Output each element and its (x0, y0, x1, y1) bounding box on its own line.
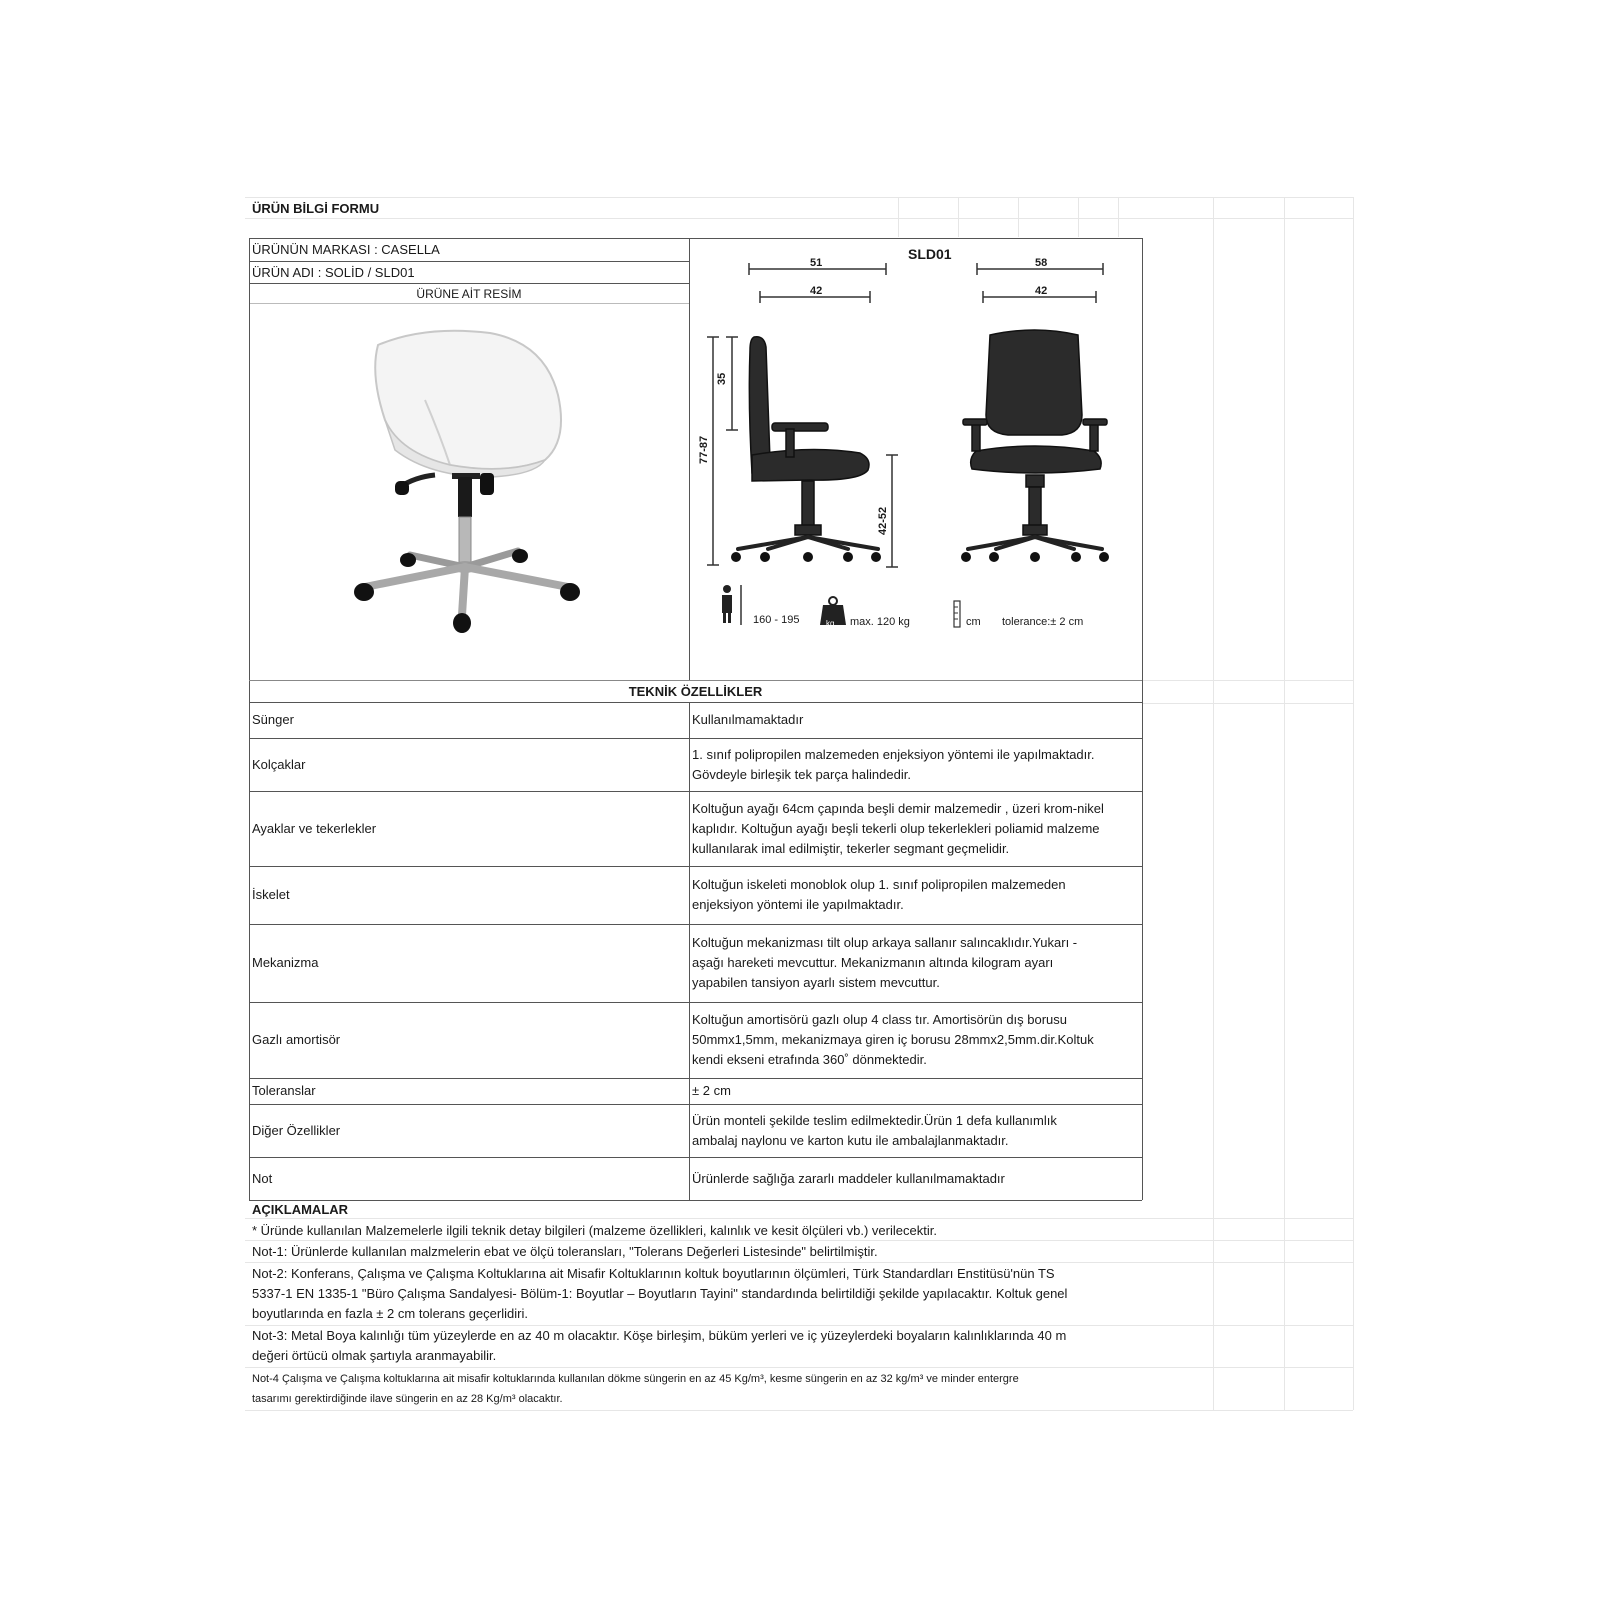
max-load: max. 120 kg (850, 616, 910, 628)
spec-value-line: Ürünlerde sağlığa zararlı maddeler kullanılmamaktadır (692, 1170, 1005, 1186)
dim-side-width-top: 51 (810, 257, 823, 269)
grid-line (1143, 680, 1353, 681)
spec-value-line: Gövdeyle birleşik tek parça halindedir. (692, 766, 911, 782)
spec-label: Diğer Özellikler (252, 1122, 341, 1138)
user-height-range: 160 - 195 (753, 614, 800, 626)
spec-value-line: aşağı hareketi mevcuttur. Mekanizmanın altında kilogram ayarı (692, 955, 1054, 970)
grid-line (1118, 197, 1119, 237)
table-border (249, 261, 689, 262)
table-border (249, 924, 1142, 925)
image-label: ÜRÜNE AİT RESİM (416, 287, 522, 301)
table-border (249, 738, 1142, 739)
grid-line (1213, 197, 1214, 1410)
note-line: Not-1: Ürünlerde kullanılan malzmelerin ebat ve ölçü toleransları, "Tolerans Değerleri Listesinde" belirtilmiştir. (252, 1244, 878, 1259)
dim-front-width-top: 58 (1035, 257, 1048, 269)
table-border (249, 238, 1142, 239)
spec-value-line: Koltuğun iskeleti monoblok olup 1. sınıf polipropilen malzemeden (692, 877, 1066, 892)
spec-label: Sünger (252, 712, 294, 727)
grid-line (245, 1367, 1353, 1368)
table-border (249, 702, 1142, 703)
note-line: tasarımı gerektirdiğinde ilave süngerin en az 28 Kg/m³ olacaktır. (252, 1393, 563, 1405)
table-border (249, 866, 1142, 867)
spec-value-line: kaplıdır. Koltuğun ayağı beşli tekerli olup tekerlekleri poliamid malzeme (692, 820, 1100, 836)
note-line: Not-2: Konferans, Çalışma ve Çalışma Koltuklarına ait Misafir Koltuklarının koltuk boyutlarının ölçümleri, Türk Standardları Enstitüsü'nün TS (252, 1266, 1055, 1281)
unit-label: cm (966, 616, 981, 628)
table-border (249, 1104, 1142, 1105)
kg-badge: kg (826, 619, 835, 628)
spec-value-line: enjeksiyon yöntemi ile yapılmaktadır. (692, 897, 904, 912)
spec-label: Toleranslar (252, 1083, 316, 1098)
spec-label: Mekanizma (252, 955, 319, 970)
spec-label: Kolçaklar (252, 756, 306, 772)
notes-title: AÇIKLAMALAR (252, 1202, 349, 1217)
table-border (689, 702, 690, 1200)
grid-line (245, 1410, 1353, 1411)
note-line: 5337-1 EN 1335-1 "Büro Çalışma Sandalyesi- Bölüm-1: Boyutlar – Boyutların Tayini" standardında belirtildiği şekilde yapılacaktır. Koltuk genel (252, 1286, 1068, 1301)
grid-line (245, 218, 1353, 219)
spec-value-line: Kullanılmamaktadır (692, 712, 804, 727)
spec-value-line: ambalaj naylonu ve karton kutu ile ambalajlanmaktadır. (692, 1132, 1009, 1148)
note-line: Not-4 Çalışma ve Çalışma koltuklarına ait misafir koltuklarında kullanılan dökme süngerin en az 45 Kg/m³, kesme süngerin en az 32 kg/m³ ve minder entergre (252, 1373, 1019, 1385)
spec-value-line: Koltuğun ayağı 64cm çapında beşli demir malzemedir , üzeri krom-nikel (692, 800, 1104, 816)
dim-seat-height: 42-52 (877, 506, 889, 535)
dim-side-width-seat: 42 (810, 285, 823, 297)
dim-back-height: 35 (716, 372, 728, 385)
spec-value-line: Koltuğun mekanizması tilt olup arkaya sallanır salıncaklıdır.Yukarı - (692, 935, 1078, 950)
person-icon (722, 585, 741, 625)
chair-photo (340, 325, 600, 655)
dim-front-width-seat: 42 (1035, 285, 1048, 297)
spec-label: İskelet (252, 887, 290, 902)
table-border (1142, 238, 1143, 1200)
table-border (249, 1200, 1142, 1201)
form-title: ÜRÜN BİLGİ FORMU (252, 201, 380, 216)
spec-value-line: 1. sınıf polipropilen malzemeden enjeksiyon yöntemi ile yapılmaktadır. (692, 746, 1095, 762)
note-line: değeri örtücü olmak şartıyla aranmayabilir. (252, 1348, 497, 1363)
spec-value-line: kullanılarak imal edilmiştir, tekerler segmant geçmelidir. (692, 840, 1010, 856)
note-line: boyutlarında en fazla ± 2 cm tolerans geçerlidiri. (252, 1306, 528, 1321)
note-line: Not-3: Metal Boya kalınlığı tüm yüzeylerde en az 40 m olacaktır. Köşe birleşim, büküm yerleri ve iç yüzeylerdeki boyaların kalınlıklarında 40 m (252, 1328, 1067, 1343)
grid-line (958, 197, 959, 237)
grid-line (245, 1218, 1353, 1219)
spec-value-line: ± 2 cm (692, 1083, 731, 1098)
brand-label: ÜRÜNÜN MARKASI : CASELLA (252, 242, 440, 257)
grid-line (1284, 197, 1285, 1410)
tech-specs-title: TEKNİK ÖZELLİKLER (628, 684, 763, 699)
table-border (249, 791, 1142, 792)
spec-value-line: Ürün monteli şekilde teslim edilmektedir.Ürün 1 defa kullanımlık (692, 1112, 1057, 1128)
grid-line (1143, 703, 1353, 704)
grid-line (245, 1262, 1353, 1263)
product-name-label: ÜRÜN ADI : SOLİD / SLD01 (252, 265, 415, 280)
dim-total-height: 77-87 (698, 435, 710, 464)
grid-line (1018, 197, 1019, 237)
table-border (249, 238, 250, 1200)
grid-line (898, 197, 899, 237)
spec-label: Not (252, 1170, 273, 1186)
grid-line (1353, 197, 1354, 1410)
table-border (249, 680, 1142, 681)
table-border (249, 1002, 1142, 1003)
grid-line (1078, 197, 1079, 237)
table-border (249, 1078, 1142, 1079)
note-line: * Üründe kullanılan Malzemelerle ilgili teknik detay bilgileri (malzeme özellikleri, kalınlık ve kesit ölçüleri vb.) verilecektir. (252, 1223, 937, 1238)
table-border (249, 1157, 1142, 1158)
tolerance-label: tolerance:± 2 cm (1002, 616, 1084, 628)
spec-label: Ayaklar ve tekerlekler (252, 820, 377, 836)
spec-value-line: kendi ekseni etrafında 360˚ dönmektedir. (692, 1052, 927, 1067)
dimension-drawings (690, 255, 1142, 665)
spec-value-line: yapabilen tansiyon ayarlı sistem mevcuttur. (692, 975, 940, 990)
ruler-icon (954, 601, 960, 627)
model-code: SLD01 (908, 246, 952, 262)
spec-value-line: 50mmx1,5mm, mekanizmaya giren iç borusu 28mmx2,5mm.dir.Koltuk (692, 1032, 1094, 1047)
spec-label: Gazlı amortisör (252, 1032, 341, 1047)
spec-value-line: Koltuğun amortisörü gazlı olup 4 class tır. Amortisörün dış borusu (692, 1012, 1068, 1027)
grid-line (245, 197, 1353, 198)
